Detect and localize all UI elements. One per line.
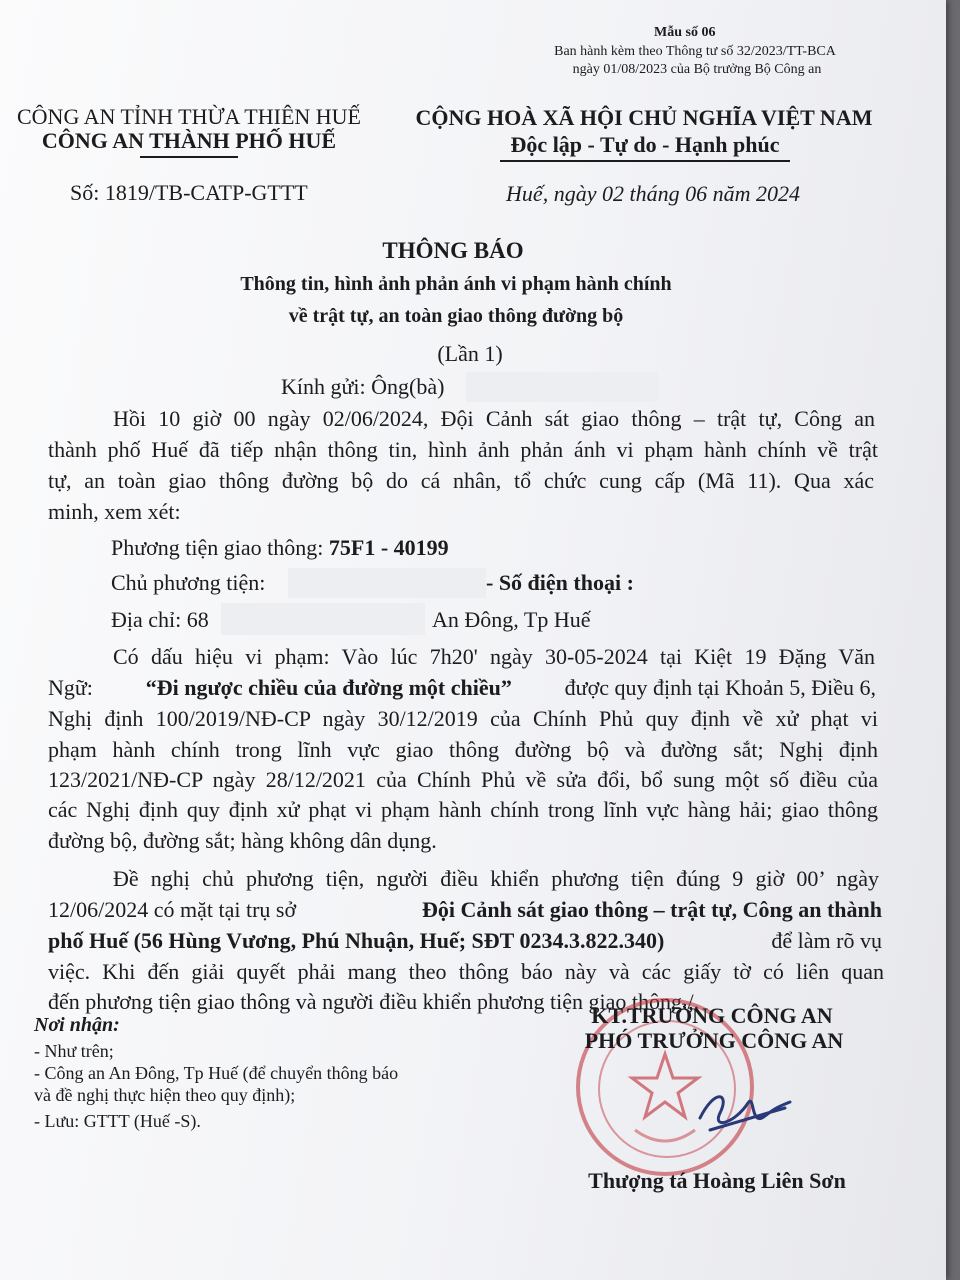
address-rest: An Đông, Tp Huế xyxy=(432,607,591,632)
handwritten-signature xyxy=(690,1078,800,1148)
address-label: Địa chỉ: 68 xyxy=(111,607,209,632)
intro-line-4: minh, xem xét: xyxy=(48,499,181,524)
recipient-2-cont: và đề nghị thực hiện theo quy định); xyxy=(34,1085,296,1105)
vehicle-row xyxy=(111,535,449,561)
intro-line-3: tự, an toàn giao thông đường bộ do cá nhân, tổ chức cung cấp (Mã 11). Qua xác xyxy=(48,468,874,493)
recipient-1: - Như trên; xyxy=(34,1041,114,1061)
recipient-line: Kính gửi: Ông(bà) xyxy=(281,374,445,399)
redacted-address xyxy=(221,603,425,635)
recipient-2: - Công an An Đông, Tp Huế (để chuyển thông báo xyxy=(34,1063,399,1083)
owner-label: Chủ phương tiện: xyxy=(111,570,266,595)
redacted-owner xyxy=(288,568,486,598)
violation-line-6: các Nghị định quy định xử phạt vi phạm hành chính trong lĩnh vực hàng hải; giao thông xyxy=(48,797,878,822)
recipient-3: - Lưu: GTTT (Huế -S). xyxy=(34,1111,201,1131)
place-date: Huế, ngày 02 tháng 06 năm 2024 xyxy=(506,181,800,206)
request-purpose: để làm rõ vụ xyxy=(771,928,882,953)
motto-underline xyxy=(500,160,790,162)
agency-underline xyxy=(140,156,238,158)
request-date: 12/06/2024 có mặt tại trụ sở xyxy=(48,897,297,922)
phone-label: - Số điện thoại : xyxy=(486,570,634,595)
vehicle-label: Phương tiện giao thông: xyxy=(111,535,324,560)
form-number: Mẫu số 06 xyxy=(654,25,716,40)
violation-regulation: được quy định tại Khoản 5, Điều 6, xyxy=(564,675,876,700)
recipients-title: Nơi nhận: xyxy=(34,1014,120,1036)
request-line-1: Đề nghị chủ phương tiện, người điều khiển phương tiện đúng 9 giờ 00’ ngày xyxy=(113,866,879,891)
violation-line-2 xyxy=(48,675,876,701)
document-number: Số: 1819/TB-CATP-GTTT xyxy=(70,180,308,205)
form-issued-date: ngày 01/08/2023 của Bộ trưởng Bộ Công an xyxy=(572,62,822,77)
form-issued-with: Ban hành kèm theo Thông tư số 32/2023/TT-BCA xyxy=(554,44,836,59)
intro-line-2: thành phố Huế đã tiếp nhận thông tin, hình ảnh phản ánh vi phạm hành chính về trật xyxy=(48,437,878,462)
violation-line-1: Có dấu hiệu vi phạm: Vào lúc 7h20' ngày 30-05-2024 tại Kiệt 19 Đặng Văn xyxy=(113,644,875,669)
signer-role-2: PHÓ TRƯỞNG CÔNG AN xyxy=(584,1028,844,1053)
violation-line-5: 123/2021/NĐ-CP ngày 28/12/2021 của Chính Phủ về sửa đổi, bổ sung một số điều của xyxy=(48,767,878,792)
violation-line-7: đường bộ, đường sắt; hàng không dân dụng. xyxy=(48,828,437,853)
agency-parent: CÔNG AN TỈNH THỪA THIÊN HUẾ xyxy=(16,104,362,129)
signer-name: Thượng tá Hoàng Liên Sơn xyxy=(588,1168,846,1193)
document-title: THÔNG BÁO xyxy=(382,238,524,263)
request-line-2 xyxy=(48,897,882,923)
violation-line-4: phạm hành chính trong lĩnh vực giao thông đường bộ và đường sắt; Nghị định xyxy=(48,737,878,762)
violation-prefix: Ngữ: xyxy=(48,675,93,700)
nation-name: CỘNG HOÀ XÃ HỘI CHỦ NGHĨA VIỆT NAM xyxy=(415,105,873,130)
agency-name: CÔNG AN THÀNH PHỐ HUẾ xyxy=(41,128,337,153)
violation-behavior: “Đi ngược chiều của đường một chiều” xyxy=(145,675,512,700)
request-line-5: đến phương tiện giao thông và người điều khiển phương tiện giao thông./. xyxy=(48,989,700,1014)
vehicle-plate: 75F1 - 40199 xyxy=(328,535,449,560)
request-office: Đội Cảnh sát giao thông – trật tự, Công an thành xyxy=(422,897,882,922)
attempt-number: (Lần 1) xyxy=(437,341,503,366)
signer-role-1: KT.TRƯỞNG CÔNG AN xyxy=(591,1003,833,1028)
request-line-3 xyxy=(48,928,882,954)
request-line-4: việc. Khi đến giải quyết phải mang theo thông báo này và các giấy tờ có liên quan xyxy=(48,959,884,984)
nation-motto: Độc lập - Tự do - Hạnh phúc xyxy=(510,132,780,157)
request-address: phố Huế (56 Hùng Vương, Phú Nhuận, Huế; SĐT 0234.3.822.340) xyxy=(48,928,665,953)
redacted-recipient xyxy=(466,372,658,402)
intro-line-1: Hồi 10 giờ 00 ngày 02/06/2024, Đội Cảnh sát giao thông – trật tự, Công an xyxy=(113,406,875,431)
title-line-2: về trật tự, an toàn giao thông đường bộ xyxy=(288,305,624,327)
violation-line-3: Nghị định 100/2019/NĐ-CP ngày 30/12/2019 của Chính Phủ quy định về xử phạt vi xyxy=(48,706,878,731)
title-line-1: Thông tin, hình ảnh phản ánh vi phạm hành chính xyxy=(240,273,672,295)
